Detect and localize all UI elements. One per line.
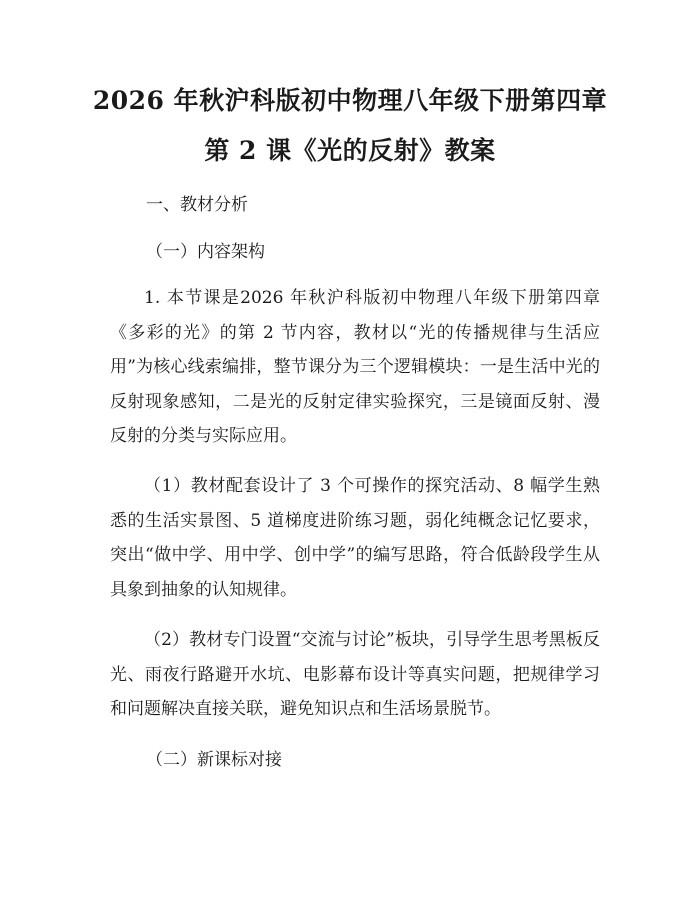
section-heading-teaching-material-analysis: 一、教材分析 [146, 195, 248, 215]
paragraph-lesson-overview: 1. 本节课是2026 年秋沪科版初中物理八年级下册第四章《多彩的光》的第 2 节内容，教材以“光的传播规律与生活应用”为核心线索编排，整节课分为三个逻辑模块：一是生活中光的反射现象感知，二是光的反射定律实验探究，三是镜面反射、漫反射的分类与实际应用。 [110, 288, 600, 447]
document-title-line-2: 第 2 课《光的反射》教案 [204, 136, 496, 165]
paragraph-material-activities: （1）教材配套设计了 3 个可操作的探究活动、8 幅学生熟悉的生活实景图、5 道梯度进阶练习题，弱化纯概念记忆要求，突出“做中学、用中学、创中学”的编写思路，符合低龄段学生从具象到抽象的认知规律。 [110, 476, 600, 600]
document-title-line-1: 2026 年秋沪科版初中物理八年级下册第四章 [92, 86, 608, 115]
subsection-heading-content-structure: （一）内容架构 [146, 242, 265, 262]
subsection-heading-curriculum-standards: （二）新课标对接 [146, 750, 282, 770]
paragraph-discussion-section: （2）教材专门设置“交流与讨论”板块，引导学生思考黑板反光、雨夜行路避开水坑、电影幕布设计等真实问题，把规律学习和问题解决直接关联，避免知识点和生活场景脱节。 [110, 630, 600, 720]
